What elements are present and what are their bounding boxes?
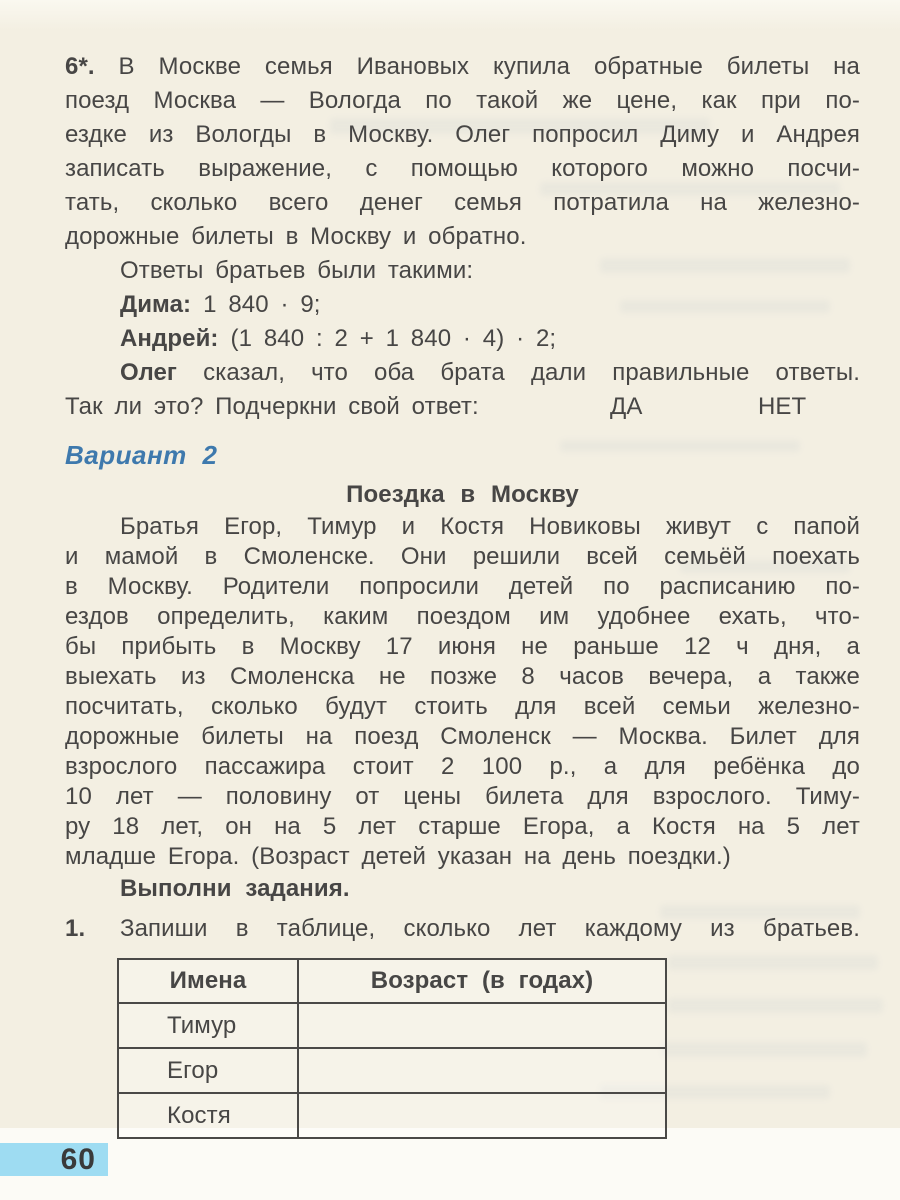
answer-dima — [65, 288, 860, 322]
text-line: выехать из Смоленска не позже 8 часов вечера, а также — [65, 663, 860, 690]
answer-andrey-name: Андрей: — [120, 325, 219, 352]
task6-paragraph — [65, 50, 860, 254]
choice-question: Так ли это? Подчеркни свой ответ: — [65, 393, 479, 420]
story-last-line: младше Егора. (Возраст детей указан на день поездки.) — [65, 843, 731, 870]
text-line: ру 18 лет, он на 5 лет старше Егора, а Костя на 5 лет — [65, 813, 860, 840]
task6-last-line: дорожные билеты в Москву и обратно. — [65, 223, 527, 250]
name-cell: Костя — [118, 1093, 298, 1138]
story-paragraph — [65, 512, 860, 872]
age-cell[interactable] — [298, 1003, 666, 1048]
age-cell[interactable] — [298, 1048, 666, 1093]
page-top-edge — [0, 0, 900, 30]
table-header-age: Возраст (в годах) — [298, 959, 666, 1003]
table-header-row — [118, 959, 666, 1003]
story-body-lines — [65, 542, 860, 842]
answer-choice-line — [65, 390, 860, 424]
text-line: бы прибыть в Москву 17 июня не раньше 12 ч дня, а — [65, 633, 860, 660]
table-header-names: Имена — [118, 959, 298, 1003]
oleg-statement-line: Олег сказал, что оба брата дали правильные ответы. — [120, 359, 860, 386]
task1-text: Запиши в таблице, сколько лет каждому из братьев. — [120, 915, 860, 942]
answers-intro: Ответы братьев были такими: — [120, 257, 474, 284]
age-table — [117, 958, 667, 1139]
story-title: Поездка в Москву — [346, 481, 579, 508]
table-row — [118, 1048, 666, 1093]
oleg-name: Олег — [120, 359, 178, 386]
task6-number: 6*. — [65, 53, 95, 80]
task6-first-line: 6*. В Москве семья Ивановых купила обратные билеты на — [65, 53, 860, 80]
variant-heading: Вариант 2 — [65, 440, 218, 470]
text-line: ездов определить, каким поездом им удобнее ехать, что- — [65, 603, 860, 630]
table-row — [118, 1003, 666, 1048]
name-cell: Тимур — [118, 1003, 298, 1048]
story-first-line: Братья Егор, Тимур и Костя Новиковы живут с папой — [120, 513, 860, 540]
page-content — [65, 50, 860, 1139]
text-line: дорожные билеты на поезд Смоленск — Москва. Билет для — [65, 723, 860, 750]
task6-body-lines — [65, 84, 860, 220]
task1 — [65, 912, 860, 946]
text-line: записать выражение, с помощью которого можно посчи- — [65, 155, 860, 182]
tasks-heading: Выполни задания. — [120, 875, 350, 902]
text-line: взрослого пассажира стоит 2 100 р., а для ребёнка до — [65, 753, 860, 780]
answer-dima-expression: 1 840 · 9; — [203, 291, 321, 318]
answer-dima-name: Дима: — [120, 291, 192, 318]
task1-number: 1. — [65, 915, 86, 942]
page-number-badge — [0, 1143, 108, 1176]
answer-andrey — [65, 322, 860, 356]
text-line: и мамой в Смоленске. Они решили всей семьёй поехать — [65, 543, 860, 570]
text-line: ездке из Вологды в Москву. Олег попросил Диму и Андрея — [65, 121, 860, 148]
text-line: тать, сколько всего денег семья потратила на железно- — [65, 189, 860, 216]
text-line: 10 лет — половину от цены билета для взрослого. Тиму- — [65, 783, 860, 810]
text-line: поезд Москва — Вологда по такой же цене, как при по- — [65, 87, 860, 114]
text-line: в Москву. Родители попросили детей по расписанию по- — [65, 573, 860, 600]
age-cell[interactable] — [298, 1093, 666, 1138]
yes-choice[interactable]: ДА — [610, 393, 643, 420]
answer-andrey-expression: (1 840 : 2 + 1 840 · 4) · 2; — [230, 325, 557, 352]
text-line: посчитать, сколько будут стоить для всей семьи железно- — [65, 693, 860, 720]
page-number: 60 — [60, 1142, 96, 1176]
table-row — [118, 1093, 666, 1138]
no-choice[interactable]: НЕТ — [758, 393, 807, 420]
name-cell: Егор — [118, 1048, 298, 1093]
